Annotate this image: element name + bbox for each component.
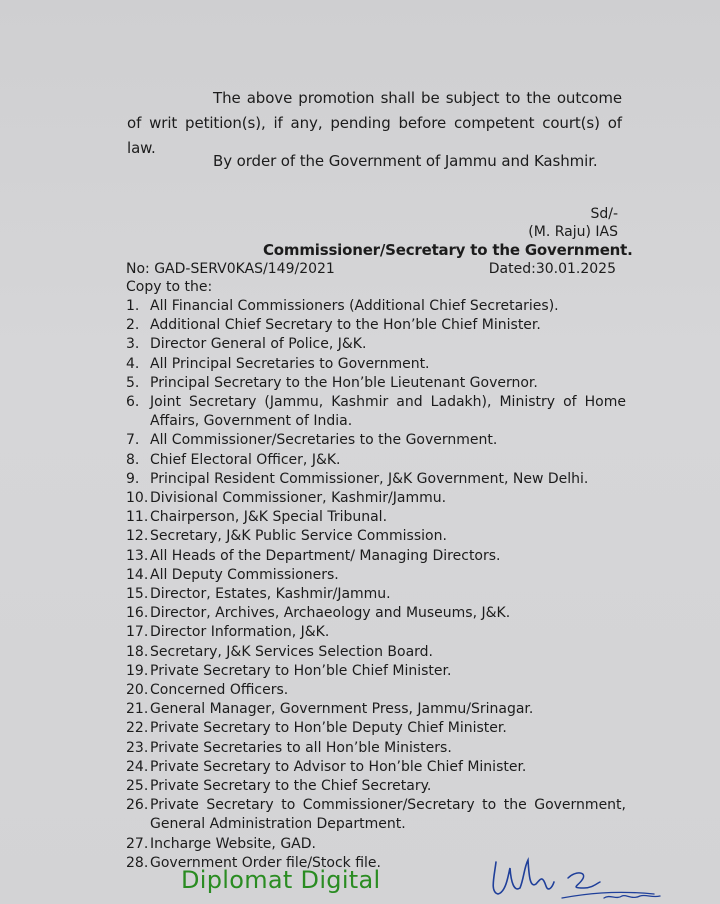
list-item (126, 662, 626, 681)
list-item-text: Secretary, J&K Public Service Commission. (150, 528, 447, 545)
list-item-number: 26. (126, 797, 149, 814)
list-item-text: Joint Secretary (Jammu, Kashmir and Ladakh), Ministry of Home Affairs, Government of India. (150, 394, 626, 430)
list-item-number: 11. (126, 509, 149, 526)
list-item-number: 17. (126, 624, 149, 641)
list-item (126, 489, 626, 508)
list-item (126, 604, 626, 623)
list-item-number: 5. (126, 374, 140, 391)
list-item-number: 19. (126, 662, 149, 679)
list-item-number: 25. (126, 778, 149, 795)
list-item-text: Director General of Police, J&K. (150, 336, 367, 353)
list-item-number: 18. (126, 643, 149, 660)
list-item (126, 585, 626, 604)
list-item-number: 2. (126, 317, 140, 334)
list-item (126, 355, 626, 374)
list-item-number: 4. (126, 355, 140, 372)
list-item-text: Director, Archives, Archaeology and Museums, J&K. (150, 605, 511, 622)
list-item-number: 28. (126, 854, 149, 871)
promotion-note-paragraph: The above promotion shall be subject to the outcome of writ petition(s), if any, pending before competent court(s) of law. (127, 89, 622, 157)
list-item (126, 335, 626, 354)
list-item-text: Private Secretary to the Chief Secretary. (150, 778, 432, 795)
list-item-number: 14. (126, 566, 149, 583)
list-item (126, 643, 626, 662)
list-item (126, 508, 626, 527)
list-item-number: 3. (126, 336, 140, 353)
list-item-number: 7. (126, 432, 140, 449)
list-item-text: Secretary, J&K Services Selection Board. (150, 643, 433, 660)
list-item (126, 719, 626, 738)
list-item (126, 374, 626, 393)
list-item-text: All Commissioner/Secretaries to the Government. (150, 432, 498, 449)
list-item-text: Private Secretaries to all Hon’ble Ministers. (150, 739, 452, 756)
list-item-text: All Deputy Commissioners. (150, 566, 339, 583)
watermark-text: Diplomat Digital (181, 866, 381, 894)
list-item-number: 6. (126, 394, 140, 411)
list-item (126, 623, 626, 642)
list-item-text: Private Secretary to Commissioner/Secretary to the Government, General Administration Department. (150, 797, 626, 833)
list-item-number: 15. (126, 586, 149, 603)
order-date: Dated:30.01.2025 (488, 261, 616, 277)
list-item-text: General Manager, Government Press, Jammu/Srinagar. (150, 701, 534, 718)
list-item-text: Director, Estates, Kashmir/Jammu. (150, 586, 391, 603)
list-item (126, 431, 626, 450)
list-item-number: 13. (126, 547, 149, 564)
signatory-title: Commissioner/Secretary to the Government. (263, 241, 633, 259)
list-item-number: 9. (126, 470, 140, 487)
list-item-number: 21. (126, 701, 149, 718)
list-item-text: All Financial Commissioners (Additional Chief Secretaries). (150, 298, 559, 314)
list-item-text: Private Secretary to Hon’ble Deputy Chief Minister. (150, 720, 507, 737)
list-item-number: 20. (126, 682, 149, 699)
list-item (126, 547, 626, 566)
list-item-number: 8. (126, 451, 140, 468)
list-item-number: 23. (126, 739, 149, 756)
signatory-name: (M. Raju) IAS (528, 224, 618, 240)
copy-to-list (126, 297, 626, 873)
list-item-text: Private Secretary to Advisor to Hon’ble Chief Minister. (150, 758, 527, 775)
list-item-text: Divisional Commissioner, Kashmir/Jammu. (150, 490, 447, 507)
list-item (126, 758, 626, 777)
list-item (126, 527, 626, 546)
list-item-number: 27. (126, 835, 149, 852)
list-item (126, 470, 626, 489)
list-item (126, 681, 626, 700)
reference-line (126, 259, 616, 279)
signature-sd: Sd/- (590, 206, 618, 222)
list-item-text: Director Information, J&K. (150, 624, 330, 641)
list-item-text: All Heads of the Department/ Managing Directors. (150, 547, 501, 564)
list-item (126, 739, 626, 758)
list-item (126, 393, 626, 431)
order-number: No: GAD-SERV0KAS/149/2021 (126, 261, 335, 277)
by-order-paragraph: By order of the Government of Jammu and Kashmir. (213, 152, 598, 170)
list-item-text: Principal Secretary to the Hon’ble Lieutenant Governor. (150, 374, 538, 391)
copy-to-heading: Copy to the: (126, 279, 213, 295)
list-item-text: Concerned Officers. (150, 682, 289, 699)
list-item (126, 316, 626, 335)
list-item-text: Private Secretary to Hon’ble Chief Minister. (150, 662, 452, 679)
list-item (126, 777, 626, 796)
list-item-text: Incharge Website, GAD. (150, 835, 316, 852)
list-item-number: 22. (126, 720, 149, 737)
list-item (126, 796, 626, 834)
list-item (126, 451, 626, 470)
list-item (126, 700, 626, 719)
list-item-number: 1. (126, 298, 140, 314)
handwritten-signature (484, 848, 664, 904)
list-item-text: Chairperson, J&K Special Tribunal. (150, 509, 388, 526)
list-item-text: All Principal Secretaries to Government. (150, 355, 430, 372)
list-item-number: 12. (126, 528, 149, 545)
list-item-text: Government Order file/Stock file. (150, 854, 381, 871)
list-item-number: 16. (126, 605, 149, 622)
list-item-number: 10. (126, 490, 149, 507)
list-item (126, 297, 626, 316)
list-item-text: Additional Chief Secretary to the Hon’ble Chief Minister. (150, 317, 541, 334)
list-item-text: Principal Resident Commissioner, J&K Government, New Delhi. (150, 470, 589, 487)
list-item-text: Chief Electoral Officer, J&K. (150, 451, 341, 468)
list-item-number: 24. (126, 758, 149, 775)
list-item (126, 566, 626, 585)
